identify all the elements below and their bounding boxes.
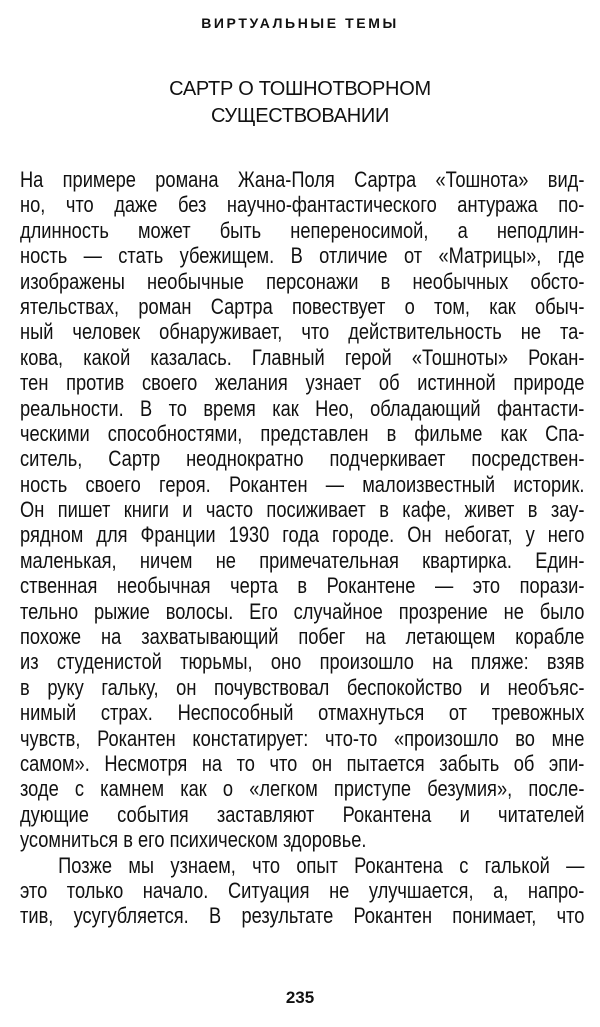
running-head: ВИРТУАЛЬНЫЕ ТЕМЫ	[201, 15, 399, 31]
text-line: похоже на захватывающий побег на летающем корабле	[20, 624, 585, 650]
text-line: рядном для Франции 1930 года городе. Он небогат, у него	[20, 522, 585, 548]
text-line: тив, усугубляется. В результате Рокантен понимает, что	[20, 903, 585, 929]
text-line: из студенистой тюрьмы, оно произошло на пляже: взяв	[20, 649, 585, 675]
text-line: Он пишет книги и часто посиживает в кафе, живет в зау-	[20, 497, 585, 523]
paragraph	[20, 853, 583, 929]
text-line: реальности. В то время как Нео, обладающий фантасти-	[20, 395, 585, 421]
text-line: нимый страх. Неспособный отмахнуться от тревожных	[20, 700, 585, 726]
text-line: самом». Несмотря на то что он пытается забыть об эпи-	[20, 750, 585, 776]
text-line: На примере романа Жана-Поля Сартра «Тошнота» вид-	[20, 167, 585, 192]
text-line: ный человек обнаруживает, что действительность не та-	[20, 319, 585, 345]
text-line: это только начало. Ситуация не улучшается, а, напро-	[20, 877, 585, 903]
text-line: длинность может быть непереносимой, а неподлин-	[20, 217, 585, 243]
text-line: ность — стать убежищем. В отличие от «Матрицы», где	[20, 243, 585, 269]
text-line: ситель, Сартр неоднократно подчеркивает посредствен-	[20, 446, 585, 472]
text-line: ческими способностями, представлен в фильме как Спа-	[20, 420, 585, 446]
chapter-title-line: СУЩЕСТВОВАНИИ	[210, 105, 390, 127]
text-line: ственная необычная черта в Рокантене — это порази-	[20, 573, 585, 599]
text-line: ность своего героя. Рокантен — малоизвестный историк.	[20, 471, 585, 497]
text-line: зоде с камнем как о «легком приступе безумия», после-	[20, 776, 585, 802]
text-line: дующие события заставляют Рокантена и читателей	[20, 801, 585, 827]
chapter-title-line: САРТР О ТОШНОТВОРНОМ	[169, 78, 431, 100]
text-line: кова, какой казалась. Главный герой «Тошноты» Рокан-	[20, 344, 585, 370]
body-text	[20, 167, 583, 929]
chapter-title	[0, 76, 600, 130]
page-number: 235	[285, 988, 315, 1007]
text-line: изображены необычные персонажи в необычных обсто-	[20, 268, 585, 294]
text-line: Позже мы узнаем, что опыт Рокантена с галькой —	[58, 852, 585, 878]
text-line: чувств, Рокантен констатирует: что-то «произошло во мне	[20, 725, 585, 751]
text-line: тен против своего желания узнает об истинной природе	[20, 370, 585, 396]
text-line: в руку гальку, он почувствовал беспокойство и необъяс-	[20, 674, 585, 700]
text-line: маленькая, ничем не примечательная квартирка. Един-	[20, 547, 585, 573]
text-line: ятельствах, роман Сартра повествует о том, как обыч-	[20, 293, 585, 319]
text-line: тельно рыжие волосы. Его случайное прозрение не было	[20, 598, 585, 624]
text-line: усомниться в его психическом здоровье.	[20, 827, 367, 853]
text-line: но, что даже без научно-фантастического антуража по-	[20, 192, 585, 218]
paragraph	[20, 167, 583, 853]
